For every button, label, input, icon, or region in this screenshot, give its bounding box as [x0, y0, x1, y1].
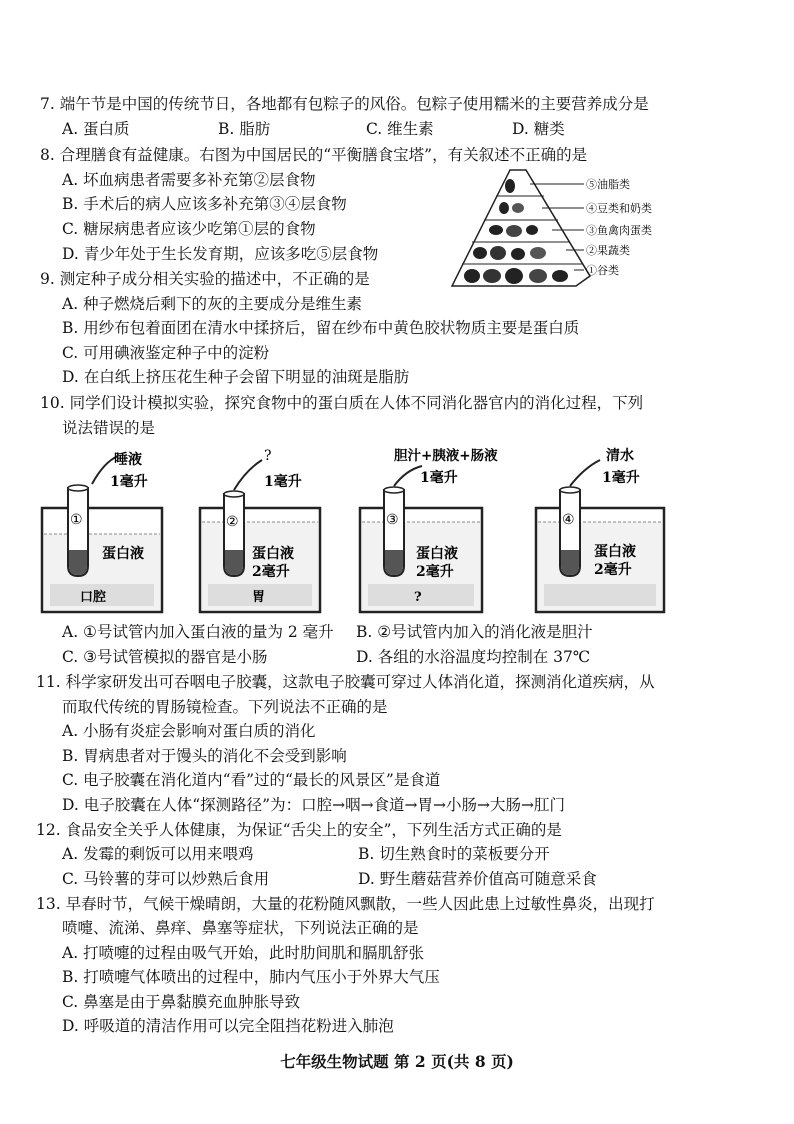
beaker-3-figure	[352, 446, 520, 618]
q8-option-c: C. 糖尿病患者应该少吃第①层的食物	[62, 220, 316, 238]
q9-option-d: D. 在白纸上挤压花生种子会留下明显的油斑是脂肪	[62, 368, 410, 386]
beaker-1-figure	[32, 446, 180, 618]
beaker-4-volume: 2毫升	[594, 562, 632, 578]
q12-option-b: B. 切生熟食时的菜板要分开	[358, 845, 550, 863]
q11-option-b: B. 胃病患者对于馒头的消化不会受到影响	[62, 747, 347, 765]
beaker-4-liquid: 清水	[606, 448, 634, 464]
beaker-2-volume: 2毫升	[252, 564, 290, 580]
q10-option-b: B. ②号试管内加入的消化液是胆汁	[356, 623, 593, 641]
beaker-3-liquid: 胆汁+胰液+肠液	[394, 448, 498, 464]
q8-option-a: A. 坏血病患者需要多补充第②层食物	[62, 171, 316, 189]
beaker-2-liquid: ?	[264, 448, 272, 464]
q8-option-b: B. 手术后的病人应该多补充第③④层食物	[62, 195, 347, 213]
beaker-4-figure	[530, 446, 688, 618]
q13-option-b: B. 打喷嚏气体喷出的过程中，肺内气压小于外界大气压	[62, 968, 440, 986]
q9-stem: 9. 测定种子成分相关实验的描述中，不正确的是	[40, 270, 370, 288]
q7-stem: 7. 端午节是中国的传统节日，各地都有包粽子的风俗。包粽子使用糯米的主要营养成分是	[40, 95, 649, 113]
beaker-2-content: 蛋白液	[252, 546, 294, 562]
pyramid-label-2: ②果蔬类	[586, 244, 630, 257]
q13-option-a: A. 打喷嚏的过程由吸气开始，此时肋间肌和膈肌舒张	[62, 944, 425, 962]
q12-option-c: C. 马铃薯的芽可以炒熟后食用	[62, 870, 270, 888]
page-footer: 七年级生物试题 第 2 页(共 8 页)	[280, 1052, 514, 1071]
beaker-2-amount: 1毫升	[264, 474, 302, 490]
q10-option-d: D. 各组的水浴温度均控制在 37℃	[356, 648, 591, 666]
q13-option-c: C. 鼻塞是由于鼻黏膜充血肿胀导致	[62, 993, 301, 1011]
beaker-3-content: 蛋白液	[416, 546, 458, 562]
q7-option-a: A. 蛋白质	[62, 120, 130, 138]
q8-option-d: D. 青少年处于生长发育期，应该多吃⑤层食物	[62, 245, 379, 263]
q11-option-c: C. 电子胶囊在消化道内“看”过的“最长的风景区”是食道	[62, 771, 441, 789]
q11-option-a: A. 小肠有炎症会影响对蛋白质的消化	[62, 722, 316, 740]
q12-option-a: A. 发霉的剩饭可以用来喂鸡	[62, 845, 254, 863]
beaker-4-content: 蛋白液	[594, 544, 636, 560]
q11-option-d: D. 电子胶囊在人体“探测路径”为：口腔→咽→食道→胃→小肠→大肠→肛门	[62, 796, 566, 814]
beaker-2-organ: 胃	[252, 590, 266, 605]
q9-option-c: C. 可用碘液鉴定种子中的淀粉	[62, 344, 270, 362]
beaker-2-figure	[192, 446, 340, 618]
food-pyramid-figure	[448, 166, 698, 298]
q12-option-d: D. 野生蘑菇营养价值高可随意采食	[358, 870, 597, 888]
q13-stem-line1: 13. 早春时节，气候干燥晴朗，大量的花粉随风飘散，一些人因此患上过敏性鼻炎，出现打	[36, 895, 655, 913]
beaker-1-organ: 口腔	[80, 590, 107, 605]
q7-option-d: D. 糖类	[512, 120, 565, 138]
q7-option-b: B. 脂肪	[218, 120, 271, 138]
q9-option-a: A. 种子燃烧后剩下的灰的主要成分是维生素	[62, 295, 363, 313]
q10-option-a: A. ①号试管内加入蛋白液的量为 2 毫升	[62, 623, 334, 641]
beaker-3-number: ③	[386, 512, 399, 528]
q13-stem-line2: 喷嚏、流涕、鼻痒、鼻塞等症状，下列说法正确的是	[62, 919, 419, 937]
q13-option-d: D. 呼吸道的清洁作用可以完全阻挡花粉进入肺泡	[62, 1017, 394, 1035]
q10-option-c: C. ③号试管模拟的器官是小肠	[62, 648, 268, 666]
pyramid-label-4: ④豆类和奶类	[586, 202, 652, 215]
pyramid-label-1: ①谷类	[586, 264, 619, 277]
beaker-1-amount: 1毫升	[110, 474, 148, 490]
q8-stem: 8. 合理膳食有益健康。右图为中国居民的“平衡膳食宝塔”，有关叙述不正确的是	[40, 146, 588, 164]
beaker-3-volume: 2毫升	[416, 564, 454, 580]
beaker-2-number: ②	[226, 514, 239, 530]
q11-stem-line2: 而取代传统的胃肠镜检查。下列说法不正确的是	[62, 698, 388, 716]
beaker-4-number: ④	[562, 512, 575, 528]
beaker-1-number: ①	[70, 512, 83, 528]
beaker-1-liquid: 唾液	[114, 452, 142, 468]
pyramid-label-3: ③鱼禽肉蛋类	[586, 224, 652, 237]
beaker-3-amount: 1毫升	[420, 470, 458, 486]
beaker-4-amount: 1毫升	[602, 470, 640, 486]
q10-stem-line2: 说法错误的是	[62, 419, 156, 437]
q7-option-c: C. 维生素	[366, 120, 434, 138]
beaker-3-organ: ?	[414, 590, 422, 605]
q11-stem-line1: 11. 科学家研发出可吞咽电子胶囊，这款电子胶囊可穿过人体消化道，探测消化道疾病，从	[36, 673, 655, 691]
q9-option-b: B. 用纱布包着面团在清水中揉挤后，留在纱布中黄色胶状物质主要是蛋白质	[62, 319, 580, 337]
q10-stem-line1: 10. 同学们设计模拟实验，探究食物中的蛋白质在人体不同消化器官内的消化过程，下列	[40, 394, 644, 412]
pyramid-label-5: ⑤油脂类	[586, 178, 630, 191]
q12-stem: 12. 食品安全关乎人体健康，为保证“舌尖上的安全”，下列生活方式正确的是	[36, 821, 562, 839]
beaker-1-content: 蛋白液	[102, 546, 144, 562]
